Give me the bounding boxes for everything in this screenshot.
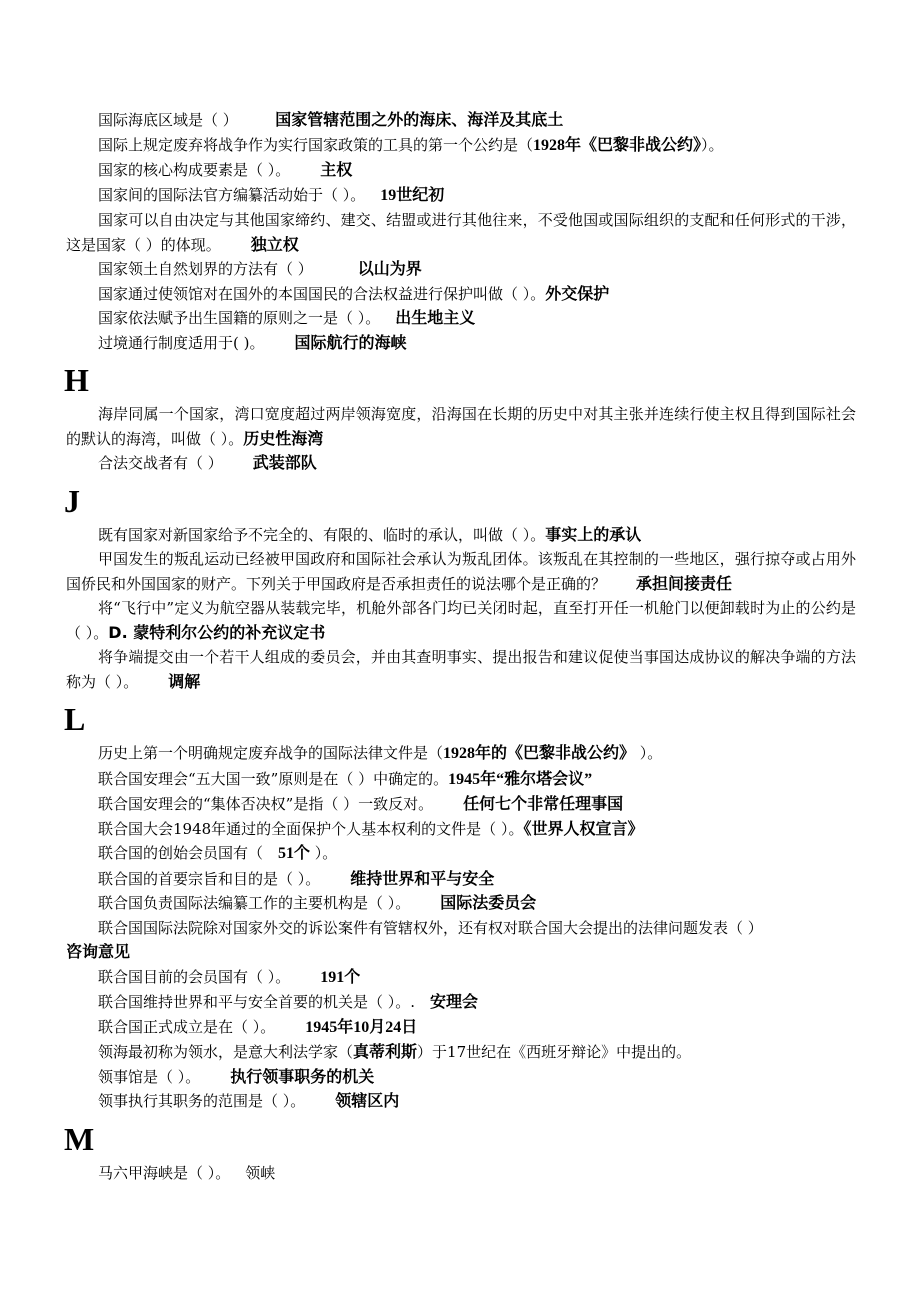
- question-line: 海岸同属一个国家，湾口宽度超过两岸领海宽度，沿海国在长期的历史中对其主张并连续行使主权且得到国际社会的默认的海湾，叫做（ ）。历史性海湾: [66, 405, 856, 448]
- answer-text: 1928年《巴黎非战公约》: [533, 136, 702, 154]
- question-line: 联合国的首要宗旨和目的是（ ）。 维持世界和平与安全: [98, 868, 495, 888]
- question-line: 联合国负责国际法编纂工作的主要机构是（ ）。 国际法委员会: [98, 893, 537, 912]
- question-line: 领事执行其职务的范围是（ ）。 领辖区内: [98, 1091, 400, 1110]
- question-line: 国家间的国际法官方编纂活动始于（ ）。 19世纪初: [98, 185, 445, 204]
- question-line: 国家依法赋予出生国籍的原则之一是（ ）。 出生地主义: [98, 308, 476, 327]
- question-line: 联合国维持世界和平与安全首要的机关是（ ）。. 安理会: [98, 992, 479, 1011]
- question-line: 联合国正式成立是在（ ）。 1945年10月24日: [98, 1017, 418, 1036]
- answer-text: 承担间接责任: [636, 573, 733, 593]
- question-line: 国家领土自然划界的方法有（ ） 以山为界: [98, 259, 422, 278]
- question-line: 联合国国际法院除对国家外交的诉讼案件有管辖权外，还有权对联合国大会提出的法律问题发表（ ）: [98, 918, 763, 937]
- answer-text: 1945年“雅尔塔会议”: [448, 770, 593, 788]
- answer-text: 出生地主义: [395, 308, 476, 327]
- section-letter-m: M: [64, 1120, 95, 1157]
- question-line: 甲国发生的叛乱运动已经被甲国政府和国际社会承认为叛乱团体。该叛乱在其控制的一些地区，强行掠夺或占用外国侨民和外国国家的财产。下列关于甲国政府是否承担责任的说法哪个是正确的？ 承担间接责任: [66, 550, 856, 593]
- question-line: 联合国大会1948年通过的全面保护个人基本权利的文件是（ ）。《世界人权宣言》: [98, 818, 644, 838]
- question-line: 联合国的创始会员国有（ 51个 ）。: [98, 844, 338, 862]
- answer-text: D. 蒙特利尔公约的补充议定书: [108, 622, 326, 642]
- question-line: 领事馆是（ ）。 执行领事职务的机关: [98, 1066, 375, 1086]
- question-line: 合法交战者有（ ） 武装部队: [98, 453, 317, 472]
- question-line: 联合国安理会“五大国一致”原则是在（ ）中确定的。1945年“雅尔塔会议”: [98, 769, 593, 788]
- question-line: 国际上规定废弃将战争作为实行国家政策的工具的第一个公约是（1928年《巴黎非战公约》）。: [98, 135, 724, 154]
- question-line: 将争端提交由一个若干人组成的委员会，并由其查明事实、提出报告和建议促使当事国达成协议的解决争端的方法称为（ ）。 调解: [66, 648, 856, 691]
- answer-text: 国家管辖范围之外的海床、海洋及其底土: [275, 110, 564, 129]
- answer-text: 调解: [168, 671, 201, 691]
- answer-text: 安理会: [430, 992, 479, 1011]
- answer-text: 领辖区内: [335, 1091, 400, 1110]
- answer-text: 国际法委员会: [440, 893, 537, 912]
- answer-text: 咨询意见: [66, 942, 131, 961]
- answer-text: 1928年的《巴黎非战公约》: [443, 745, 636, 762]
- answer-text: 武装部队: [252, 453, 317, 472]
- answer-text: 1945年10月24日: [305, 1018, 418, 1036]
- answer-text: 191个: [320, 968, 361, 986]
- answer-text: 领峡: [245, 1163, 276, 1182]
- question-line: 国家通过使领馆对在国外的本国国民的合法权益进行保护叫做（ ）。外交保护: [98, 283, 610, 303]
- answer-text: 维持世界和平与安全: [350, 868, 495, 888]
- question-line: 过境通行制度适用于( )。 国际航行的海峡: [98, 332, 407, 352]
- answer-text: 《世界人权宣言》: [523, 818, 644, 838]
- question-line: 历史上第一个明确规定废弃战争的国际法律文件是（1928年的《巴黎非战公约》 ）。: [98, 744, 663, 762]
- section-letter-j: J: [64, 482, 80, 519]
- question-line: 联合国安理会的“集体否决权”是指（ ）一致反对。 任何七个非常任理事国: [98, 794, 624, 813]
- answer-text: 执行领事职务的机关: [230, 1066, 375, 1086]
- section-letter-l: L: [64, 701, 86, 737]
- question-line: 将“飞行中”定义为航空器从装载完毕，机舱外部各门均已关闭时起，直至打开任一机舱门以便卸载时为止的公约是（ ）。D. 蒙特利尔公约的补充议定书: [66, 599, 856, 642]
- document-page: [66, 108, 856, 1185]
- question-line: 国家可以自由决定与其他国家缔约、建交、结盟或进行其他往来，不受他国或国际组织的支配和任何形式的干涉，这是国家（ ）的体现。 独立权: [66, 211, 856, 254]
- answer-text: 国际航行的海峡: [294, 332, 407, 352]
- answer-text: 事实上的承认: [545, 524, 642, 544]
- question-line: 联合国目前的会员国有（ ）。 191个: [98, 967, 361, 986]
- question-line: 马六甲海峡是（ ）。 领峡: [98, 1163, 276, 1182]
- question-line: 国家的核心构成要素是（ ）。 主权: [98, 160, 353, 179]
- question-line: 既有国家对新国家给予不完全的、有限的、临时的承认，叫做（ ）。事实上的承认: [98, 524, 642, 544]
- section-letter-h: H: [64, 362, 89, 398]
- answer-text: 19世纪初: [380, 186, 445, 204]
- answer-text: 真蒂利斯: [353, 1042, 418, 1061]
- answer-text: 任何七个非常任理事国: [463, 794, 624, 813]
- answer-text: 以山为界: [357, 259, 422, 278]
- answer-text: 51个: [278, 845, 311, 862]
- question-line: 领海最初称为领水，是意大利法学家（真蒂利斯）于17世纪在《西班牙辩论》中提出的。: [98, 1042, 692, 1061]
- answer-text: 主权: [320, 160, 353, 179]
- question-line: 国际海底区域是（ ） 国家管辖范围之外的海床、海洋及其底土: [98, 110, 564, 129]
- answer-text: 独立权: [250, 234, 299, 254]
- answer-text: 历史性海湾: [243, 428, 324, 448]
- answer-text: 外交保护: [545, 283, 610, 303]
